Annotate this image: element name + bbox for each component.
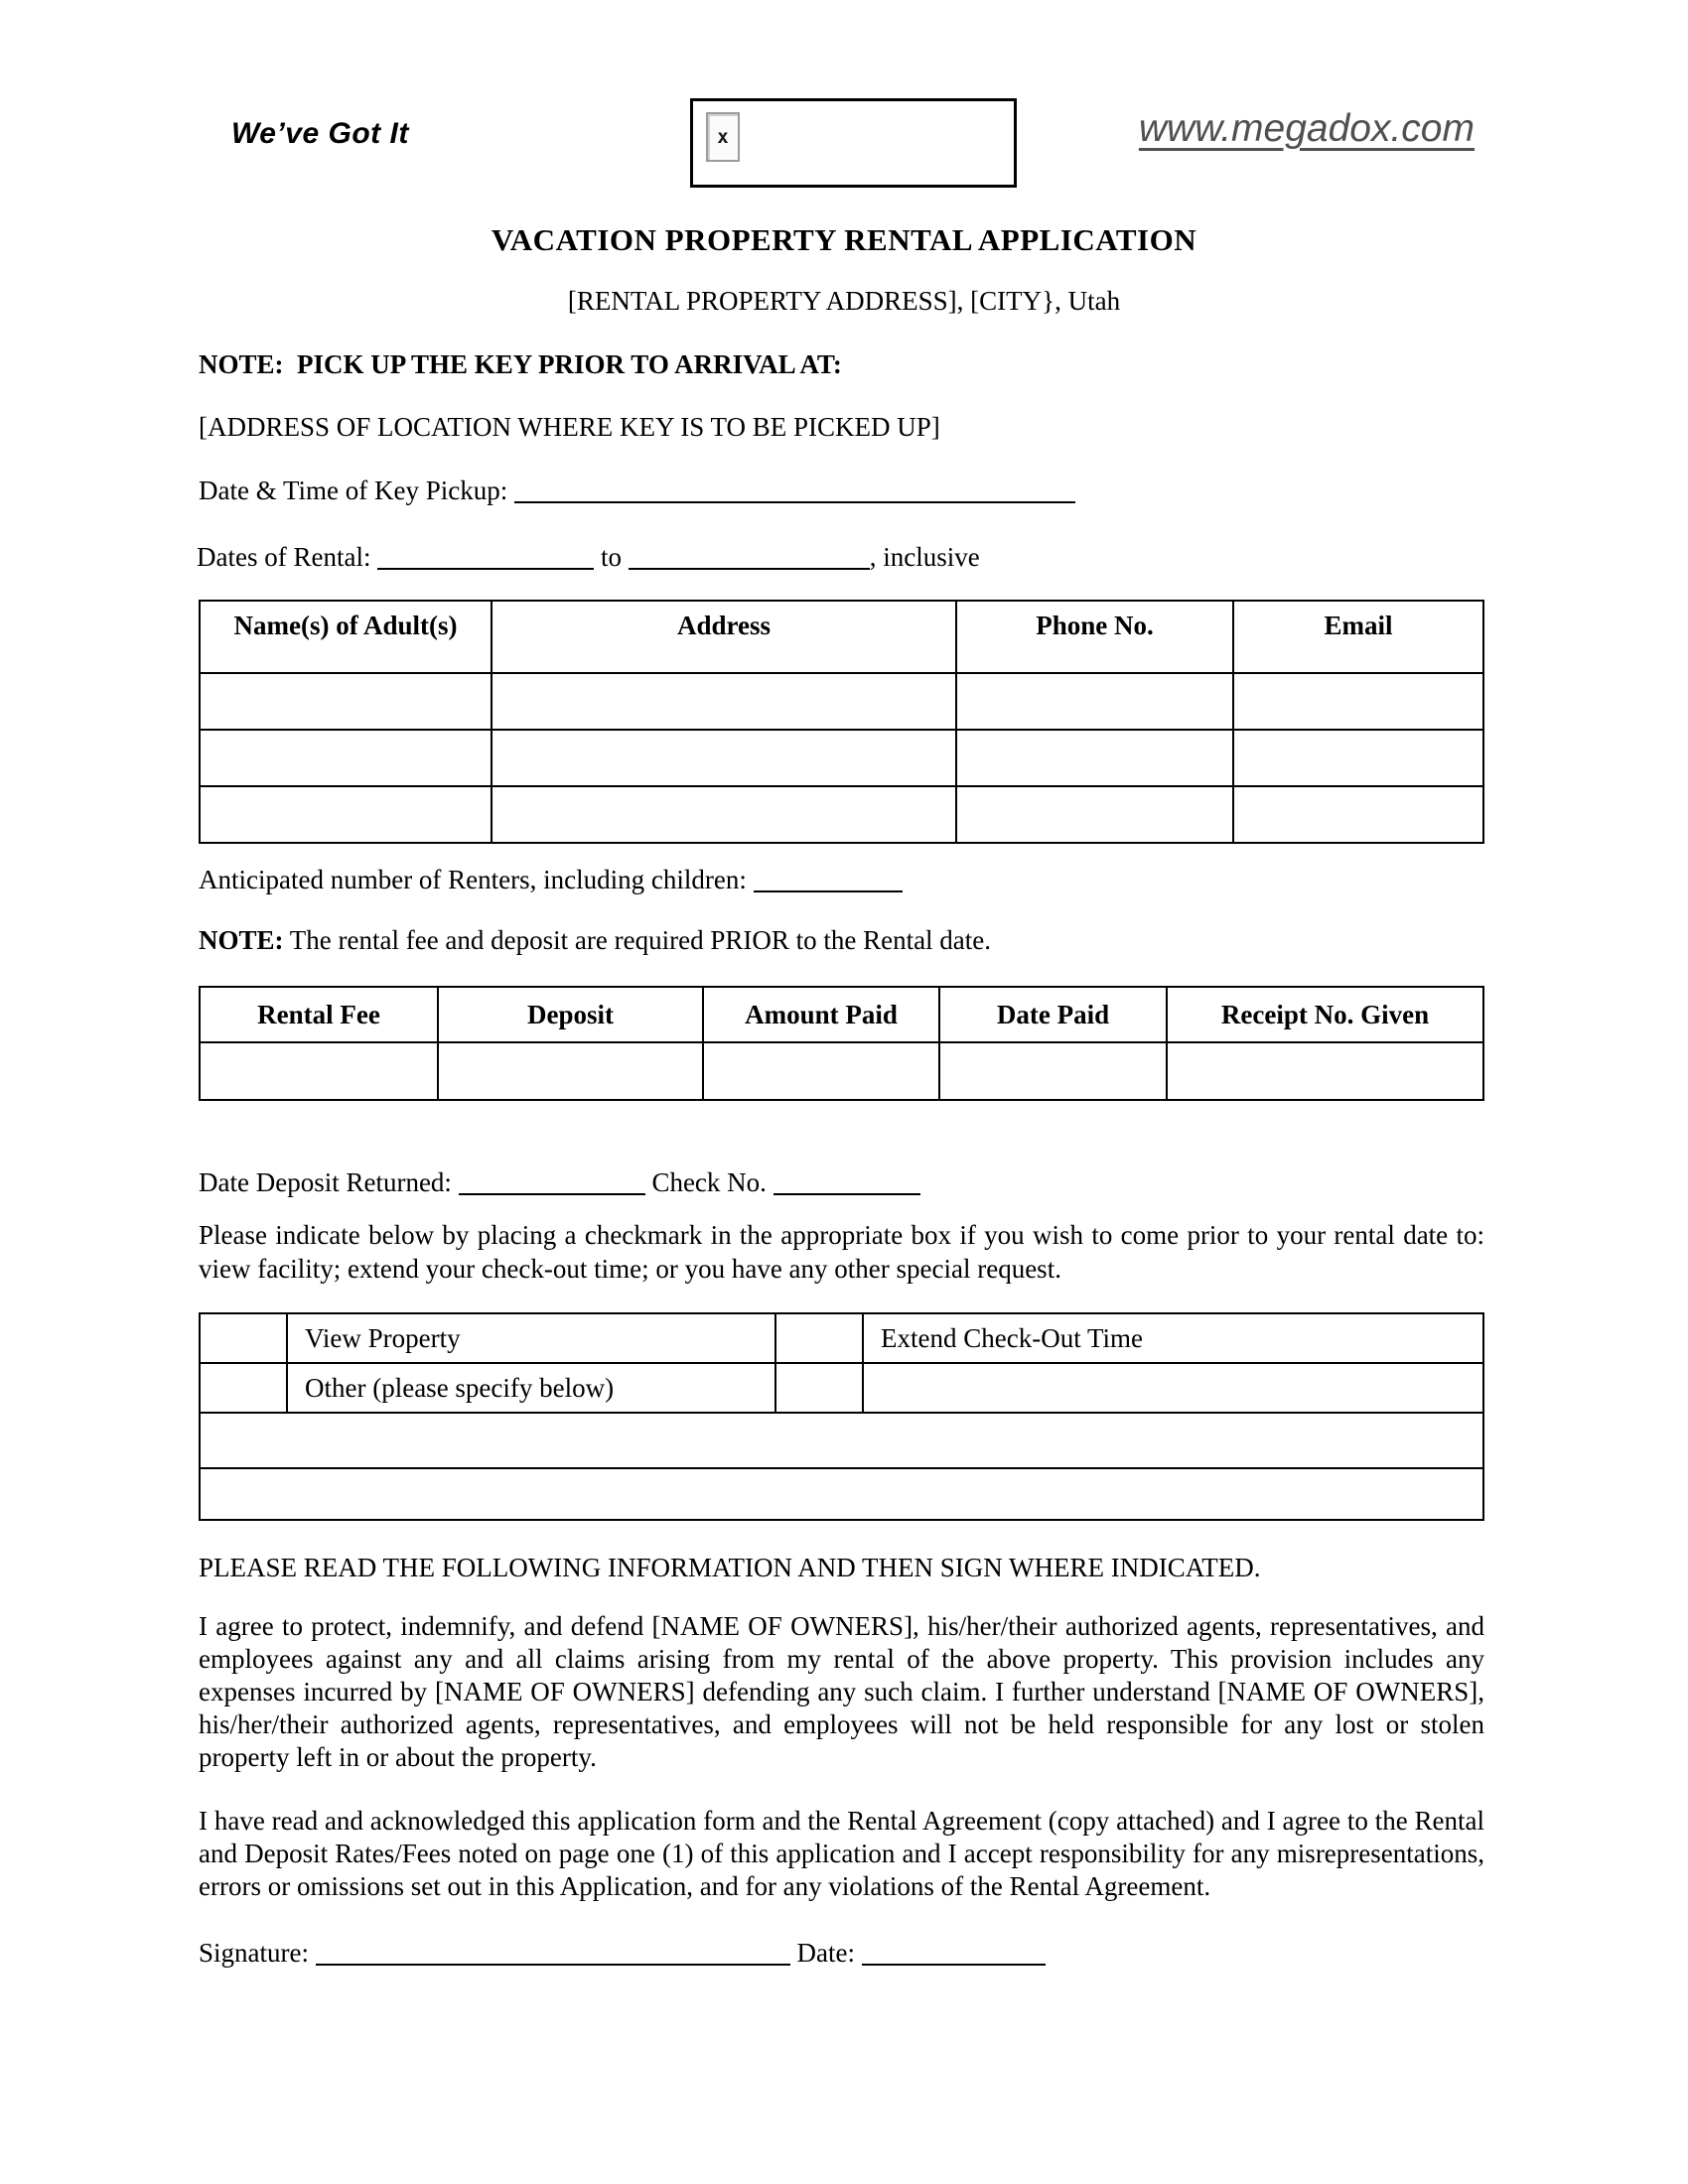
fee-col-receipt: Receipt No. Given [1167,987,1483,1042]
adults-name-cell[interactable] [200,673,492,730]
rental-date-to-blank[interactable] [629,541,870,570]
fee-table [199,986,1484,1101]
read-sign-heading: PLEASE READ THE FOLLOWING INFORMATION AND THEN SIGN WHERE INDICATED. [199,1553,1261,1582]
page-title: VACATION PROPERTY RENTAL APPLICATION [491,222,1197,257]
fee-receipt-cell[interactable] [1167,1042,1483,1100]
fee-note-rest: The rental fee and deposit are required PRIOR to the Rental date. [283,925,992,955]
checkbox-other-extra[interactable] [775,1363,863,1413]
adults-col-name: Name(s) of Adult(s) [200,601,492,673]
rental-dates-label: Dates of Rental: [197,542,371,572]
adults-phone-cell[interactable] [956,786,1233,843]
adults-email-cell[interactable] [1233,786,1483,843]
fee-deposit-cell[interactable] [438,1042,703,1100]
adults-address-cell[interactable] [492,673,956,730]
rental-dates-line [197,537,980,574]
deposit-returned-line [199,1162,920,1199]
adults-phone-cell[interactable] [956,730,1233,786]
adults-col-phone: Phone No. [956,601,1233,673]
fee-col-date-paid: Date Paid [939,987,1167,1042]
fee-col-amount-paid: Amount Paid [703,987,939,1042]
signature-blank[interactable] [316,1937,790,1966]
adults-name-cell[interactable] [200,730,492,786]
fee-col-deposit: Deposit [438,987,703,1042]
fee-note-bold: NOTE: [199,925,284,955]
rental-dates-suffix: , inclusive [869,542,980,572]
option-extend-checkout-label: Extend Check-Out Time [863,1313,1483,1363]
key-pickup-address: [ADDRESS OF LOCATION WHERE KEY IS TO BE PICKED UP] [199,412,940,442]
adults-address-cell[interactable] [492,786,956,843]
signature-date-blank[interactable] [862,1937,1046,1966]
other-right-cell[interactable] [863,1363,1483,1413]
broken-image-x: x [717,126,729,148]
rental-dates-to-label: to [600,542,622,572]
broken-image-icon [706,112,740,162]
signature-label: Signature: [199,1938,309,1968]
rental-date-from-blank[interactable] [377,541,594,570]
fee-rental-fee-cell[interactable] [200,1042,438,1100]
option-other-label: Other (please specify below) [287,1363,775,1413]
renters-count-label: Anticipated number of Renters, including children: [199,865,747,894]
key-pickup-note: NOTE: PICK UP THE KEY PRIOR TO ARRIVAL AT: [199,349,842,379]
checkbox-view-property[interactable] [200,1313,287,1363]
key-pickup-date-label: Date & Time of Key Pickup: [199,476,508,505]
table-row [200,673,1483,730]
logo-placeholder-box [690,98,1017,188]
checkbox-extend-checkout[interactable] [775,1313,863,1363]
fee-header-row [200,987,1483,1042]
adults-header-row [200,601,1483,673]
renters-count-line [199,860,903,896]
table-row [200,1363,1483,1413]
other-specify-row-2[interactable] [200,1468,1483,1520]
fee-date-paid-cell[interactable] [939,1042,1167,1100]
fee-col-rental-fee: Rental Fee [200,987,438,1042]
signature-date-label: Date: [796,1938,855,1968]
deposit-returned-blank[interactable] [459,1166,645,1195]
table-row [200,1468,1483,1520]
adults-email-cell[interactable] [1233,673,1483,730]
adults-col-email: Email [1233,601,1483,673]
adults-address-cell[interactable] [492,730,956,786]
adults-phone-cell[interactable] [956,673,1233,730]
deposit-returned-label: Date Deposit Returned: [199,1167,452,1197]
adults-table [199,600,1484,844]
check-no-blank[interactable] [774,1166,920,1195]
other-specify-row-1[interactable] [200,1413,1483,1468]
option-view-property-label: View Property [287,1313,775,1363]
indemnity-paragraph: I agree to protect, indemnify, and defend [NAME OF OWNERS], his/her/their authorized agents, representatives, and employees against any and all claims arising from my rental of the above property. This provision includes any expenses incurred by [NAME OF OWNERS] defending any such claim. I further understand [NAME OF OWNERS], his/her/their authorized agents, representatives, and employees will not be held responsible for any lost or stolen property left in or about the property. [199,1611,1484,1772]
adults-col-address: Address [492,601,956,673]
signature-line [199,1933,1046,1970]
options-table [199,1312,1484,1521]
fee-amount-paid-cell[interactable] [703,1042,939,1100]
property-address-line: [RENTAL PROPERTY ADDRESS], [CITY}, Utah [567,286,1121,316]
table-row [200,730,1483,786]
checkbox-other[interactable] [200,1363,287,1413]
acknowledgement-paragraph: I have read and acknowledged this application form and the Rental Agreement (copy attached) and I agree to the Rental and Deposit Rates/Fees noted on page one (1) of this application and I accept responsibility for any misrepresentations, errors or omissions set out in this Application, and for any violations of the Rental Agreement. [199,1806,1484,1901]
website-link[interactable]: www.megadox.com [1138,107,1475,150]
table-row [200,1042,1483,1100]
key-pickup-date-line [199,471,1075,507]
table-row [200,1413,1483,1468]
key-pickup-date-blank[interactable] [514,475,1075,503]
check-no-label: Check No. [651,1167,767,1197]
table-row [200,1313,1483,1363]
adults-email-cell[interactable] [1233,730,1483,786]
checkbox-intro: Please indicate below by placing a checkmark in the appropriate box if you wish to come prior to your rental date to: view facility; extend your check-out time; or you have any other special request. [199,1220,1484,1284]
table-row [200,786,1483,843]
brand-tagline: We’ve Got It [231,117,409,150]
fee-note [199,924,991,957]
renters-count-blank[interactable] [754,864,903,892]
adults-name-cell[interactable] [200,786,492,843]
